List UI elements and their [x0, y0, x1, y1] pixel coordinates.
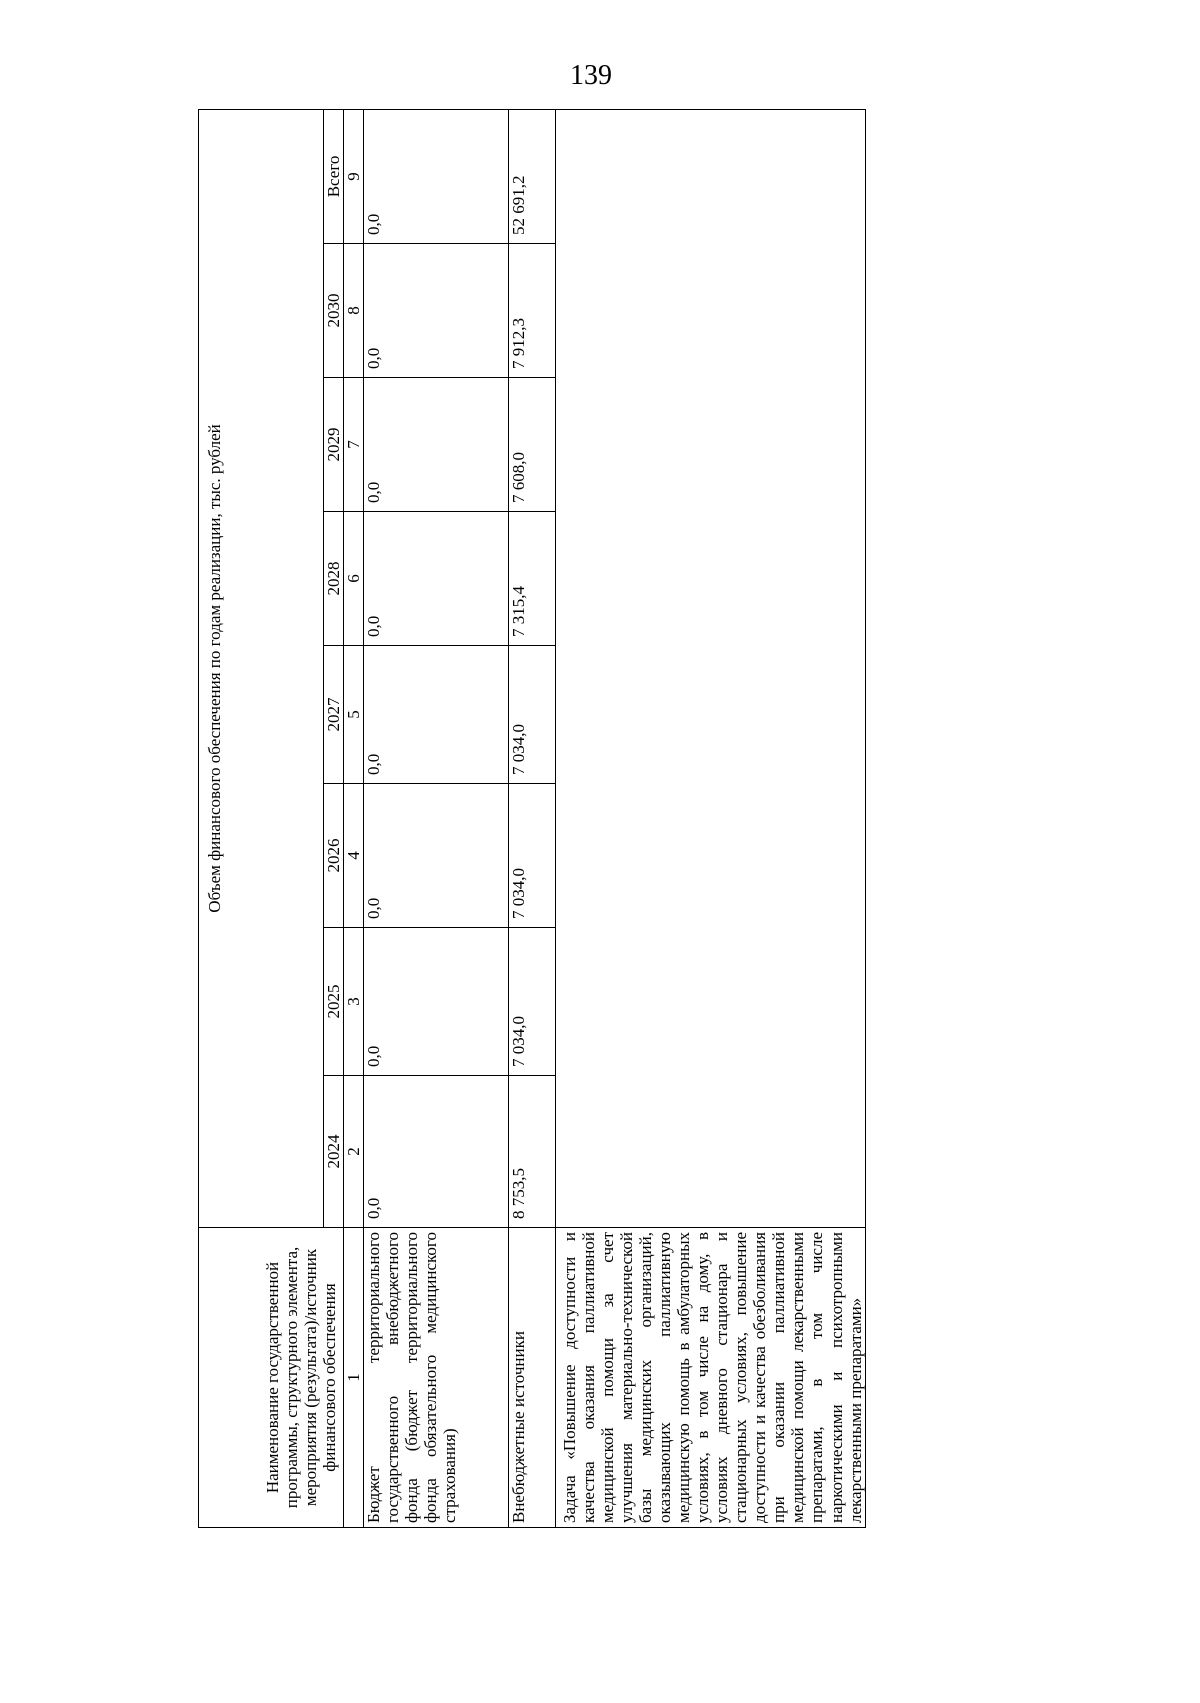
row-value: 0,0: [364, 1076, 509, 1228]
row-value: 52 691,2: [509, 109, 556, 243]
header-row-1: [199, 109, 324, 1527]
row-value: 0,0: [364, 784, 509, 928]
row-value: 7 608,0: [509, 378, 556, 512]
row-value: 0,0: [364, 109, 509, 243]
column-number: 7: [344, 378, 364, 512]
year-header: Всего: [324, 109, 344, 243]
year-header: 2024: [324, 1076, 344, 1228]
row-name: Внебюджетные источники: [509, 1228, 556, 1528]
column-number: 9: [344, 109, 364, 243]
row-value: 0,0: [364, 378, 509, 512]
year-header: 2030: [324, 244, 344, 378]
column-number: 1: [343, 1228, 363, 1527]
row-value: 7 315,4: [509, 512, 556, 646]
column-number: 3: [344, 928, 364, 1076]
column-number: 2: [344, 1076, 364, 1228]
row-value: 7 034,0: [509, 646, 556, 784]
table-row: [556, 109, 866, 1527]
year-header: 2025: [324, 928, 344, 1076]
row-value: 7 912,3: [509, 244, 556, 378]
row-value: 0,0: [364, 244, 509, 378]
year-header: 2029: [324, 378, 344, 512]
column-number: 5: [344, 646, 364, 784]
group-header: Объем финансового обеспечения по годам реализации, тыс. рублей: [199, 109, 324, 1227]
row-name: Бюджет территориального государственного внебюджетного фонда (бюджет территориального фонда обязательного медицинского страхования): [364, 1228, 509, 1528]
col1-header: Наименование государственной программы, структурного элемента, мероприятия (результата)/источник финансового обеспечения 1: [199, 1228, 364, 1528]
row-value: 7 034,0: [509, 928, 556, 1076]
financing-table: [198, 109, 866, 1528]
row-value: 7 034,0: [509, 784, 556, 928]
column-number: 6: [344, 512, 364, 646]
table-row: [509, 109, 556, 1527]
row-value: 8 753,5: [509, 1076, 556, 1228]
row-value: 0,0: [364, 646, 509, 784]
column-number: 8: [344, 244, 364, 378]
task-description: Задача «Повышение доступности и качества оказания паллиативной медицинской помощи за счет улучшения материально-технической базы медицинских организаций, оказывающих паллиативную медицинскую помощь в амбулаторных условиях, в том числе на дому, в условиях дневного стационара и стационарных условиях, повышение доступности и качества обезболивания при оказании паллиативной медицинской помощи лекарственными препаратами, в том числе наркотическими и психотропными лекарственными препаратами»: [556, 1228, 866, 1528]
row-value: 0,0: [364, 512, 509, 646]
task-empty-cell: [556, 109, 866, 1227]
year-header: 2028: [324, 512, 344, 646]
rotated-table: [198, 110, 865, 1528]
table-row: [364, 109, 509, 1527]
page-number: 139: [570, 60, 612, 91]
year-header: 2026: [324, 784, 344, 928]
column-number: 4: [344, 784, 364, 928]
rotated-table-container: [198, 110, 865, 1528]
year-header: 2027: [324, 646, 344, 784]
row-value: 0,0: [364, 928, 509, 1076]
